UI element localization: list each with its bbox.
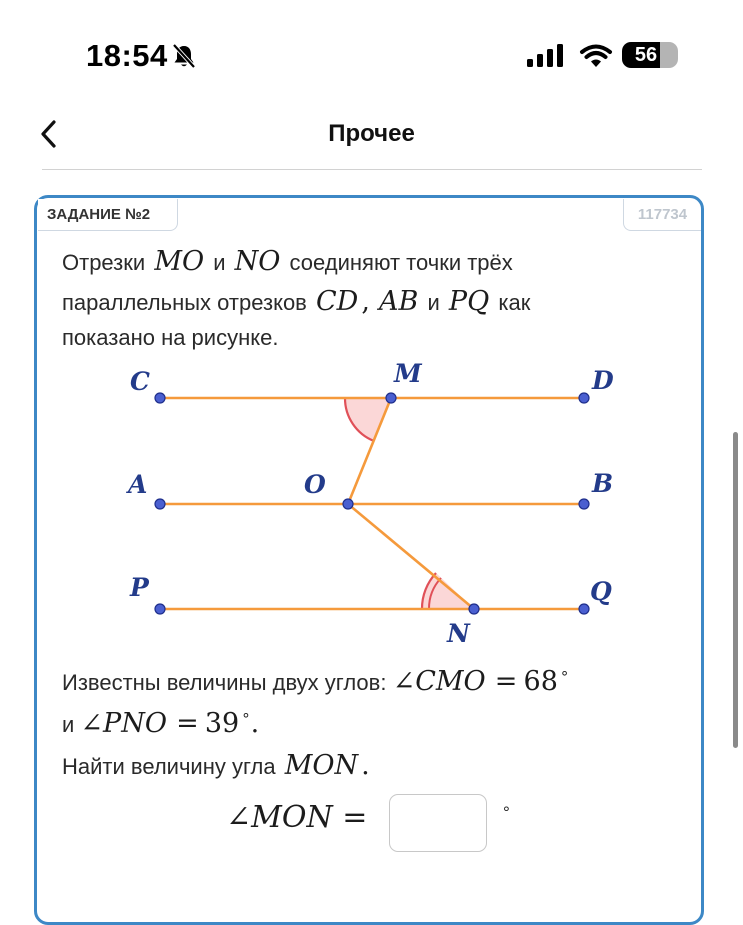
- battery-level: 56: [634, 44, 658, 66]
- angle-symbol: ∠: [80, 708, 104, 739]
- point-p: [155, 604, 165, 614]
- period: .: [250, 708, 260, 739]
- point-q: [579, 604, 589, 614]
- segment-no: NO: [234, 246, 281, 277]
- label-o: O: [304, 470, 326, 499]
- comma: ,: [361, 286, 370, 317]
- label-n: N: [447, 619, 470, 648]
- angle-pno-value: 39: [204, 708, 240, 739]
- scrollbar-thumb[interactable]: [733, 432, 738, 748]
- segment-mo: MO: [154, 246, 205, 277]
- angle-mon-name: MON: [284, 750, 359, 781]
- status-time: 18:54: [86, 38, 168, 73]
- degree-sign: ∘: [559, 665, 570, 682]
- label-a: A: [128, 470, 148, 499]
- answer-input[interactable]: [389, 794, 487, 852]
- angle-cmo-name: CMO: [415, 666, 486, 697]
- label-d: D: [592, 366, 614, 395]
- question-line: [62, 746, 370, 787]
- point-c: [155, 393, 165, 403]
- label-p: P: [130, 573, 149, 602]
- page-title: Прочее: [328, 120, 415, 147]
- point-b: [579, 499, 589, 509]
- label-b: B: [592, 469, 614, 498]
- segment-no-line: [348, 504, 474, 609]
- statement-text: Отрезки: [62, 250, 146, 275]
- point-a: [155, 499, 165, 509]
- label-m: M: [394, 359, 422, 388]
- period: .: [361, 750, 370, 781]
- segment-ab: AB: [379, 286, 419, 317]
- task-number-label: ЗАДАНИЕ №2: [38, 199, 178, 231]
- statement-text: и: [427, 290, 440, 315]
- equals-sign: =: [494, 666, 518, 697]
- statement-text: соединяют точки трёх: [289, 250, 513, 275]
- statement-text: параллельных отрезков: [62, 290, 307, 315]
- segment-cd: CD: [316, 286, 359, 317]
- label-c: C: [130, 367, 150, 396]
- point-n: [469, 604, 479, 614]
- point-d: [579, 393, 589, 403]
- known-text: Известны величины двух углов:: [62, 670, 387, 695]
- question-text: Найти величину угла: [62, 754, 276, 779]
- known-text: и: [62, 712, 75, 737]
- label-q: Q: [590, 577, 612, 606]
- point-o: [343, 499, 353, 509]
- answer-degree-sign: °: [503, 803, 510, 822]
- degree-sign: ∘: [241, 707, 251, 724]
- known-line-2: [62, 696, 259, 745]
- statement-text: показано на рисунке.: [62, 325, 279, 350]
- angle-symbol: ∠: [392, 666, 416, 697]
- statement-text: как: [498, 290, 531, 315]
- segment-pq: PQ: [448, 286, 490, 317]
- angle-pno-name: PNO: [103, 708, 167, 739]
- statement-text: и: [213, 250, 226, 275]
- point-m: [386, 393, 396, 403]
- angle-cmo-marker: [345, 398, 391, 441]
- task-id: 117734: [623, 199, 701, 231]
- equals-sign: =: [176, 708, 199, 739]
- answer-label: ∠MON =: [226, 800, 368, 835]
- angle-cmo-value: 68: [523, 666, 558, 697]
